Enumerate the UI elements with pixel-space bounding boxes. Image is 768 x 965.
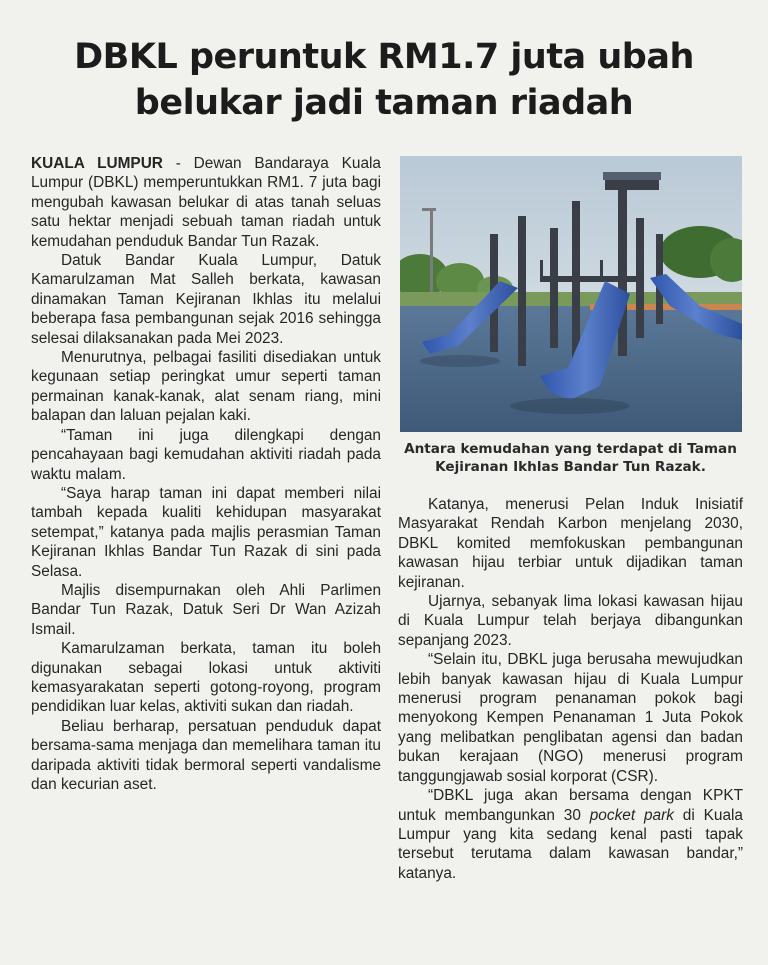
lead-text: - Dewan Bandaraya Kuala Lumpur (DBKL) memperuntukkan RM1. 7 juta bagi mengubah kawasan belukar di atas tanah seluas satu hektar menjadi sebuah taman riadah untuk kemudahan penduduk Bandar Tun Razak. bbox=[31, 155, 381, 250]
article-column-right bbox=[398, 495, 743, 883]
caption-line-2: Kejiranan Ikhlas Bandar Tun Razak. bbox=[435, 459, 706, 475]
paragraph: Majlis disempurnakan oleh Ahli Parlimen Bandar Tun Razak, Datuk Seri Dr Wan Azizah Ismail. bbox=[31, 581, 381, 638]
paragraph: Datuk Bandar Kuala Lumpur, Datuk Kamarulzaman Mat Salleh berkata, kawasan dinamakan Taman Kejiranan Ikhlas itu melalui beberapa fasa pembangunan sejak 2016 sehingga selesai dilaksanakan pada Mei 2023. bbox=[31, 252, 381, 347]
playground-illustration bbox=[400, 156, 742, 432]
paragraph: Kamarulzaman berkata, taman itu boleh digunakan sebagai lokasi untuk aktiviti kemasyarakatan seperti gotong-royong, program pendidikan luar kelas, aktiviti sukan dan riadah. bbox=[31, 640, 381, 716]
article-column-left bbox=[31, 154, 381, 794]
paragraph: “Selain itu, DBKL juga berusaha mewujudkan lebih banyak kawasan hijau di Kuala Lumpur menerusi program penanaman pokok bagi menyokong Kempen Penanaman 1 Juta Pokok yang melibatkan penglibatan agensi dan badan bukan kerajaan (NGO) menerusi program tanggungjawab sosial korporat (CSR). bbox=[398, 651, 743, 785]
closing-text-italic: pocket park bbox=[589, 806, 674, 824]
paragraph: “Saya harap taman ini dapat memberi nilai tambah kepada kualiti kehidupan masyarakat setempat,” katanya pada majlis perasmian Taman Kejiranan Ikhlas Bandar Tun Razak di sini pada Selasa. bbox=[31, 484, 381, 580]
playground-photo bbox=[400, 156, 742, 432]
headline bbox=[20, 34, 748, 126]
paragraph: Beliau berharap, persatuan penduduk dapat bersama-sama menjaga dan memelihara taman itu daripada aktiviti tidak bermoral seperti vandalisme dan kecurian aset. bbox=[31, 717, 381, 793]
caption-line-1: Antara kemudahan yang terdapat di Taman bbox=[404, 441, 737, 457]
paragraph: “Taman ini juga dilengkapi dengan pencahayaan bagi kemudahan aktiviti riadah pada waktu malam. bbox=[31, 426, 381, 483]
dateline: KUALA LUMPUR bbox=[31, 155, 163, 172]
photo-caption bbox=[398, 440, 743, 476]
closing-paragraph bbox=[398, 786, 743, 883]
paragraph: Katanya, menerusi Pelan Induk Inisiatif Masyarakat Rendah Karbon menjelang 2030, DBKL komited memfokuskan pembangunan kawasan hijau terbiar untuk dijadikan taman kejiranan. bbox=[398, 496, 743, 591]
closing-text-end: di Kuala Lumpur yang kita sedang kenal pasti tapak tersebut terutama dalam kawasan bandar,” katanya. bbox=[398, 806, 743, 882]
paragraph: Ujarnya, sebanyak lima lokasi kawasan hijau di Kuala Lumpur telah berjaya dibangunkan sepanjang 2023. bbox=[398, 593, 743, 649]
headline-line-2: belukar jadi taman riadah bbox=[134, 83, 634, 123]
lead-paragraph bbox=[31, 154, 381, 251]
headline-line-1: DBKL peruntuk RM1.7 juta ubah bbox=[74, 37, 694, 77]
closing-text-start: “DBKL juga akan bersama dengan KPKT untuk membangunkan 30 bbox=[398, 787, 743, 824]
paragraph: Menurutnya, pelbagai fasiliti disediakan untuk kegunaan setiap peringkat umur seperti taman permainan kanak-kanak, alat senam riang, mini balapan dan laluan pejalan kaki. bbox=[31, 349, 381, 425]
